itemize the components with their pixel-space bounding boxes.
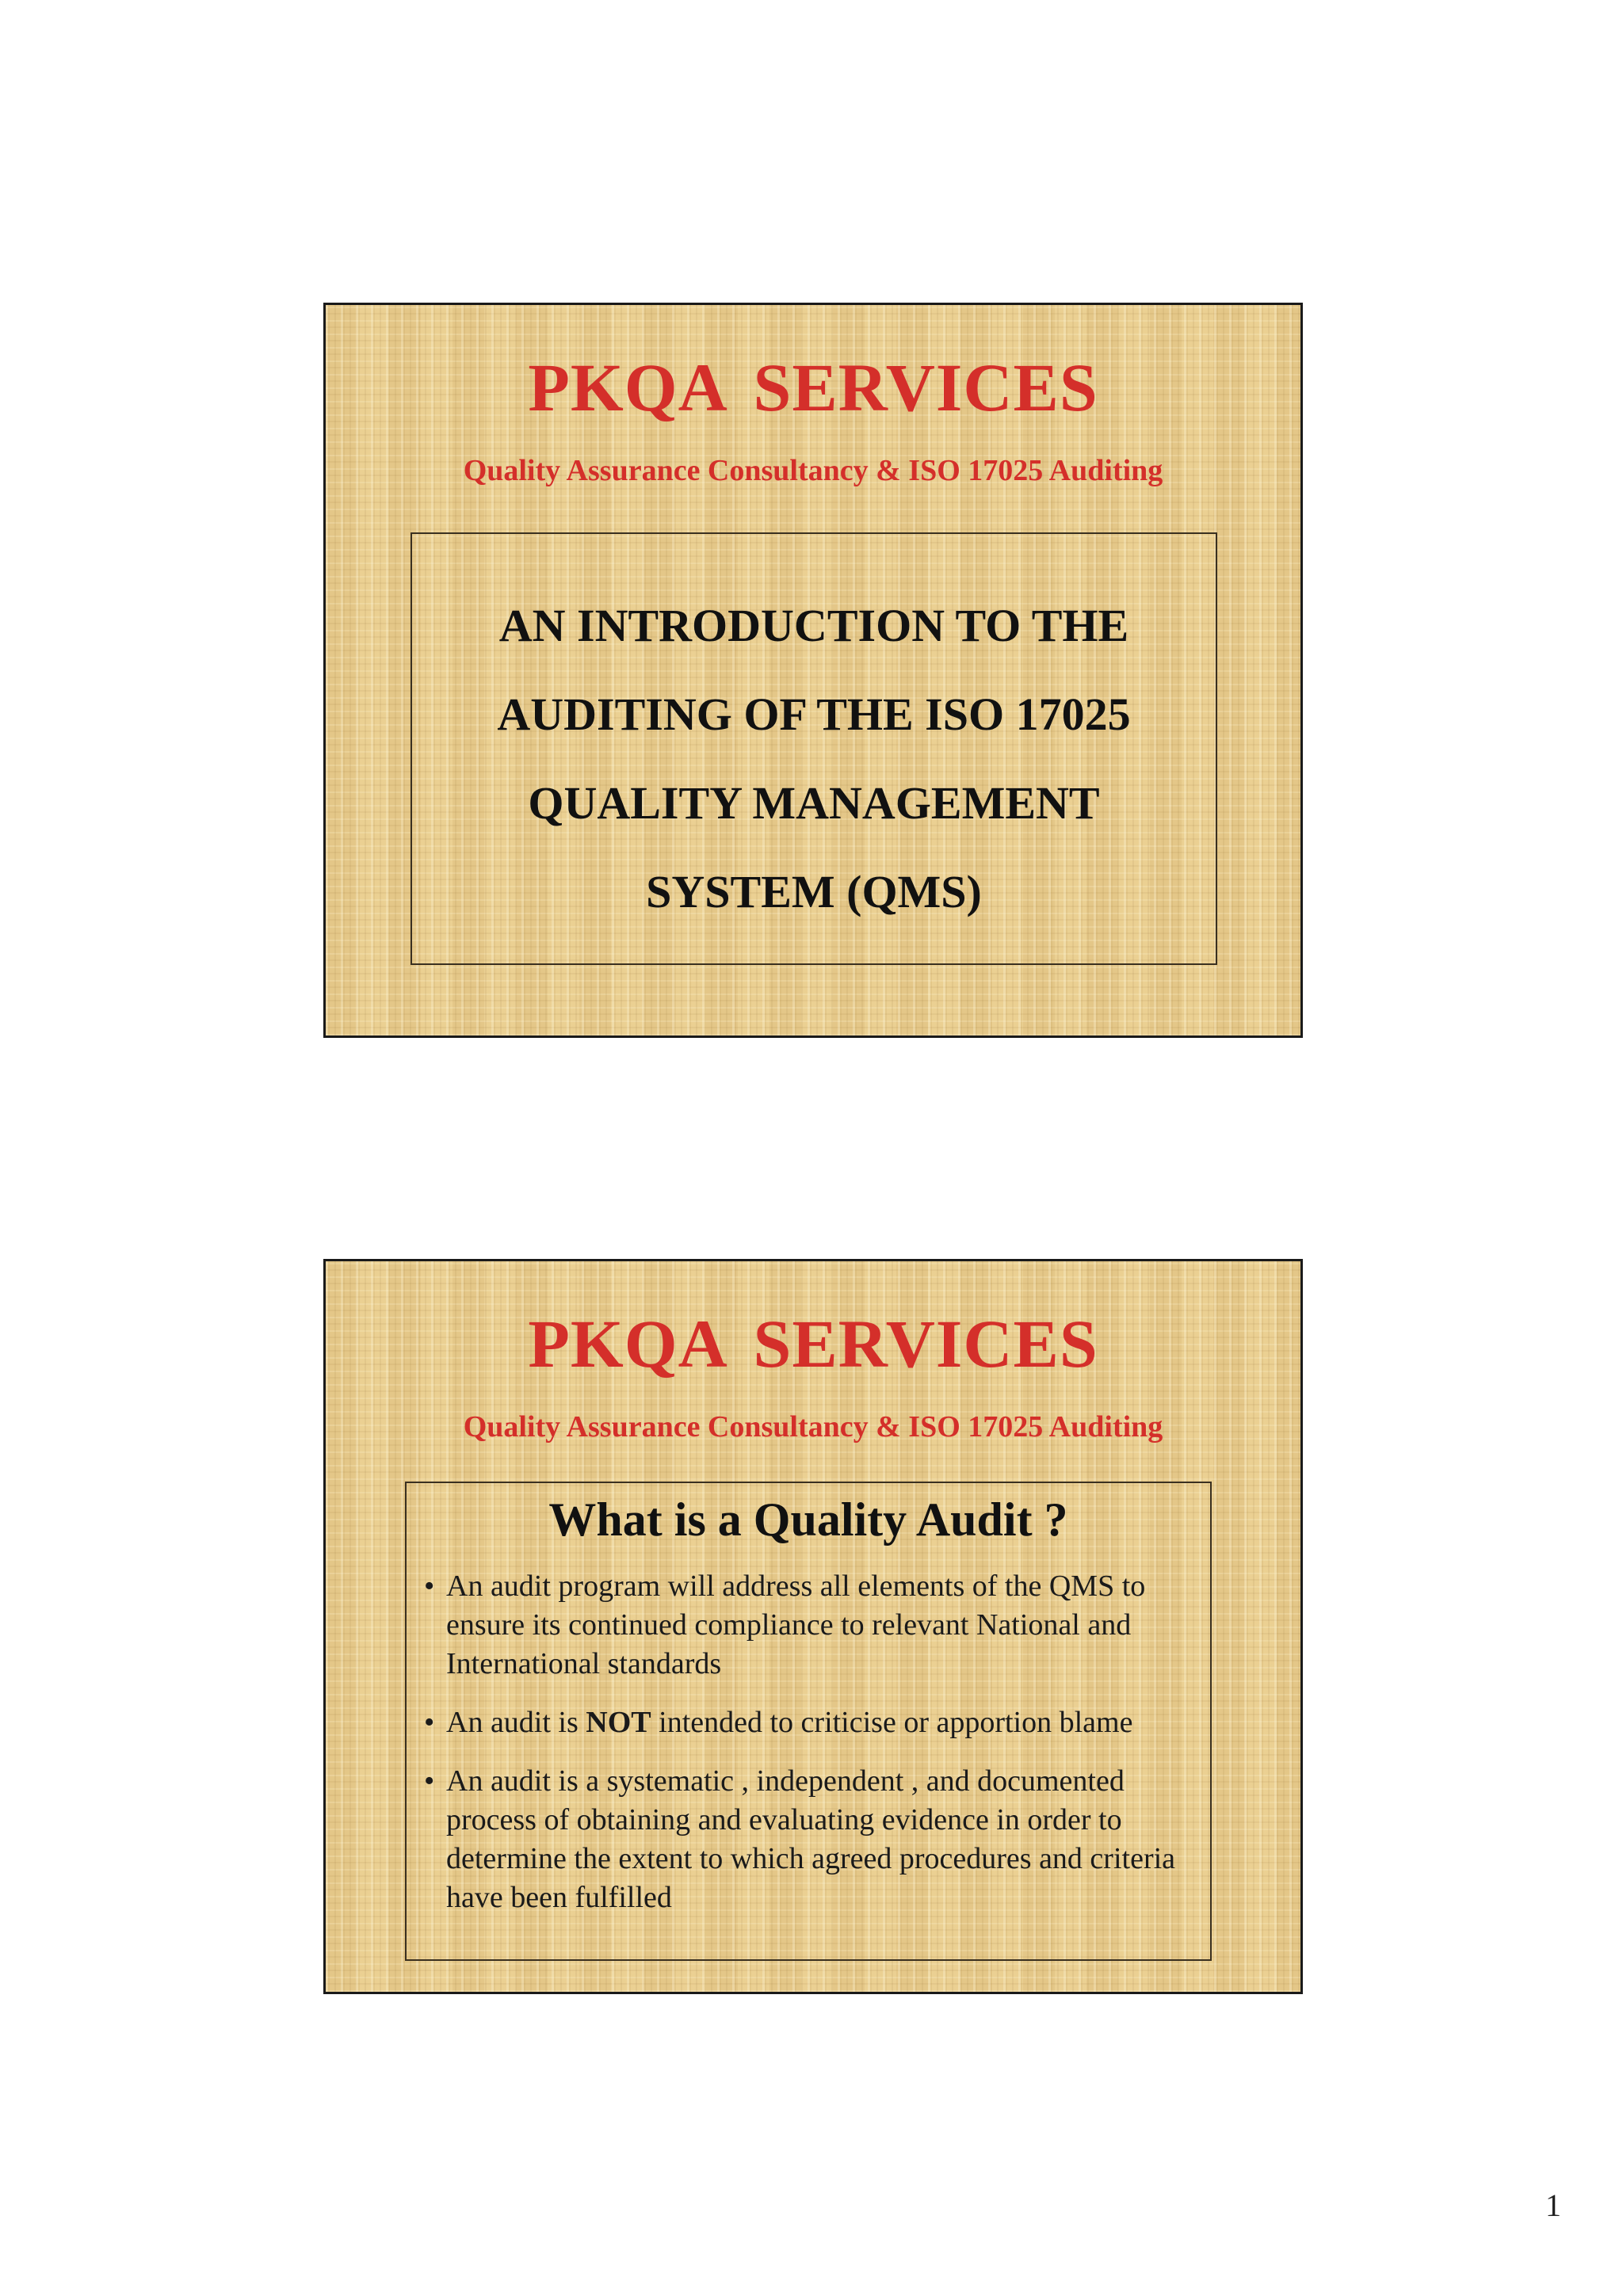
presentation-title [412,582,1216,936]
title-line: AN INTRODUCTION TO THE [498,600,1129,651]
slide-brand-title: PKQA SERVICES [528,1306,1098,1382]
bullet-text-before: An audit is [446,1706,586,1739]
title-box [411,532,1217,965]
title-line: AUDITING OF THE ISO 17025 [497,688,1131,740]
bullet-item [418,1567,1199,1684]
bullet-text: An audit program will address all elements of the QMS to ensure its continued compliance to relevant National and International standards [446,1569,1146,1680]
title-line: SYSTEM (QMS) [646,866,982,917]
bullet-emphasis: NOT [586,1706,651,1739]
content-box [405,1482,1212,1961]
bullet-marker: • [424,1706,435,1739]
slide-brand-title: PKQA SERVICES [528,349,1098,425]
bullet-marker: • [424,1764,435,1798]
slide-quality-audit [323,1259,1303,1994]
page-number: 1 [1545,2187,1561,2223]
slide-heading: What is a Quality Audit ? [548,1493,1068,1546]
bullet-marker: • [424,1569,435,1603]
bullet-item [418,1762,1199,1917]
bullet-item [418,1703,1199,1742]
title-line: QUALITY MANAGEMENT [528,777,1100,829]
slide-tagline: Quality Assurance Consultancy & ISO 17025 Auditing [463,1410,1163,1444]
slide-title [323,303,1303,1038]
bullet-text: An audit is a systematic , independent , and documented process of obtaining and evaluating evidence in order to determine the extent to which agreed procedures and criteria have been fulfilled [446,1764,1176,1914]
slide-tagline: Quality Assurance Consultancy & ISO 17025 Auditing [463,454,1163,487]
bullet-list [418,1567,1199,1937]
bullet-text-after: intended to criticise or apportion blame [651,1706,1133,1739]
